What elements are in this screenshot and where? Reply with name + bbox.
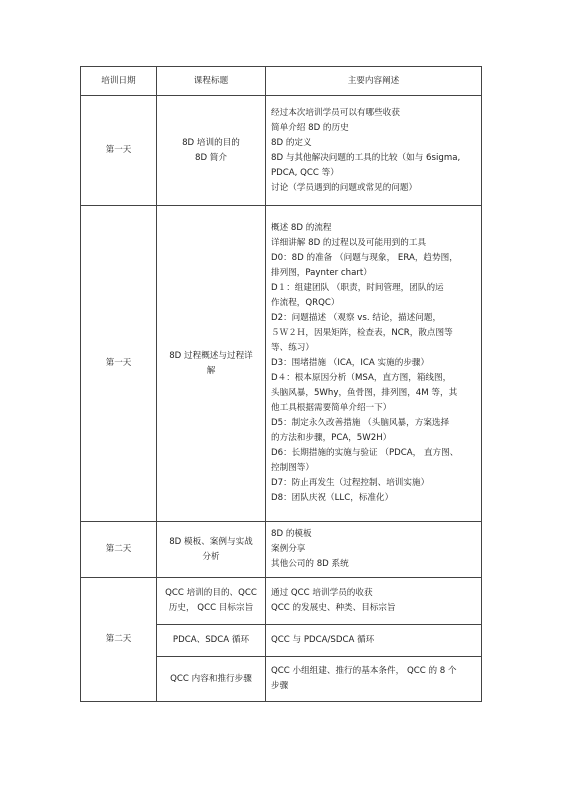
content-cell <box>266 657 482 702</box>
header-content: 主要内容阐述 <box>266 67 482 96</box>
course-title-cell <box>157 578 266 625</box>
course-title-line: 8D 简介 <box>194 152 227 163</box>
content-line: 通过 QCC 培训学员的收获 <box>271 588 373 598</box>
day-cell: 第二天 <box>81 578 157 702</box>
content-line: PDCA, QCC 等） <box>271 167 339 178</box>
header-date: 培训日期 <box>81 67 157 96</box>
content-line: 8D 与其他解决问题的工具的比较（如与 6sigma, <box>271 152 461 163</box>
table-row <box>81 578 482 625</box>
content-line: 经过本次培训学员可以有哪些收获 <box>271 107 400 118</box>
course-title-line: 历史， QCC 目标宗旨 <box>168 603 254 613</box>
content-line: 概述 8D 的流程 <box>271 223 332 233</box>
content-line: 8D 的定义 <box>271 137 312 148</box>
day-cell: 第一天 <box>81 96 157 206</box>
content-line: 的方法和步骤，PCA，5W2H） <box>271 433 392 443</box>
course-title-cell <box>157 206 266 522</box>
content-line: 控制图等） <box>271 463 314 473</box>
content-line: D7：防止再发生（过程控制、培训实施） <box>271 478 430 488</box>
course-title-line: 8D 模板、案例与实战 <box>169 536 253 547</box>
content-line: 案例分享 <box>271 544 306 554</box>
content-line: D４：根本原因分析（MSA，直方图，箱线图， <box>271 373 452 383</box>
content-line: QCC 小组组建、推行的基本条件， QCC 的 8 个 <box>271 666 457 676</box>
content-cell <box>266 578 482 625</box>
content-line: 其他公司的 8D 系统 <box>271 559 349 569</box>
content-line: D6：长期措施的实施与验证 （PDCA， 直方图、 <box>271 448 459 458</box>
course-title-line: QCC 培训的目的、QCC <box>165 588 257 598</box>
table-row <box>81 96 482 206</box>
training-schedule-table <box>80 66 482 702</box>
content-line: 简单介绍 8D 的历史 <box>271 122 349 133</box>
course-title-cell: QCC 内容和推行步骤 <box>157 657 266 702</box>
content-line: D8：团队庆祝（LLC，标准化） <box>271 493 394 503</box>
content-line: 他工具根据需要简单介绍一下） <box>271 403 392 413</box>
content-line: 步骤 <box>271 681 289 691</box>
header-title: 课程标题 <box>157 67 266 96</box>
content-line: D5：制定永久改善措施 （头脑风暴，方案选择 <box>271 418 450 428</box>
content-cell <box>266 206 482 522</box>
content-line: D１：组建团队 （职责，时间管理，团队的运 <box>271 283 444 293</box>
course-title-cell <box>157 522 266 578</box>
content-line: 作流程，QRQC） <box>271 298 340 308</box>
day-cell: 第二天 <box>81 522 157 578</box>
content-line: 排列图，Paynter chart） <box>271 268 372 278</box>
content-line: 讨论（学员遇到的问题或常见的问题） <box>271 182 418 193</box>
content-line: D2：问题描述 （观察 vs. 结论，描述问题， <box>271 313 442 323</box>
course-title-line: 8D 过程概述与过程详 <box>169 350 253 361</box>
table-row <box>81 522 482 578</box>
header-row <box>81 67 482 96</box>
content-line: 8D 的模板 <box>271 529 312 539</box>
content-line: 详细讲解 8D 的过程以及可能用到的工具 <box>271 238 427 248</box>
course-title-cell: PDCA、SDCA 循环 <box>157 625 266 657</box>
table-row <box>81 206 482 522</box>
course-title-line: 解 <box>206 365 216 376</box>
content-line: ５Ｗ２Ｈ，因果矩阵，检查表，NCR，散点图等 <box>271 328 453 338</box>
content-line: 头脑风暴，5Why，鱼骨图，排列图，4M 等，其 <box>271 388 458 398</box>
day-cell: 第一天 <box>81 206 157 522</box>
course-title-line: 分析 <box>202 551 220 562</box>
content-cell: QCC 与 PDCA/SDCA 循环 <box>266 625 482 657</box>
content-line: D3：围堵措施 （ICA，ICA 实施的步骤） <box>271 358 430 368</box>
content-cell <box>266 522 482 578</box>
content-line: D0：8D 的准备 （问题与现象， ERA，趋势图， <box>271 253 458 263</box>
content-cell <box>266 96 482 206</box>
content-line: 等、练习） <box>271 343 314 353</box>
course-title-line: 8D 培训的目的 <box>182 137 240 148</box>
content-line: QCC 的发展史、种类、目标宗旨 <box>271 603 396 613</box>
course-title-cell <box>157 96 266 206</box>
